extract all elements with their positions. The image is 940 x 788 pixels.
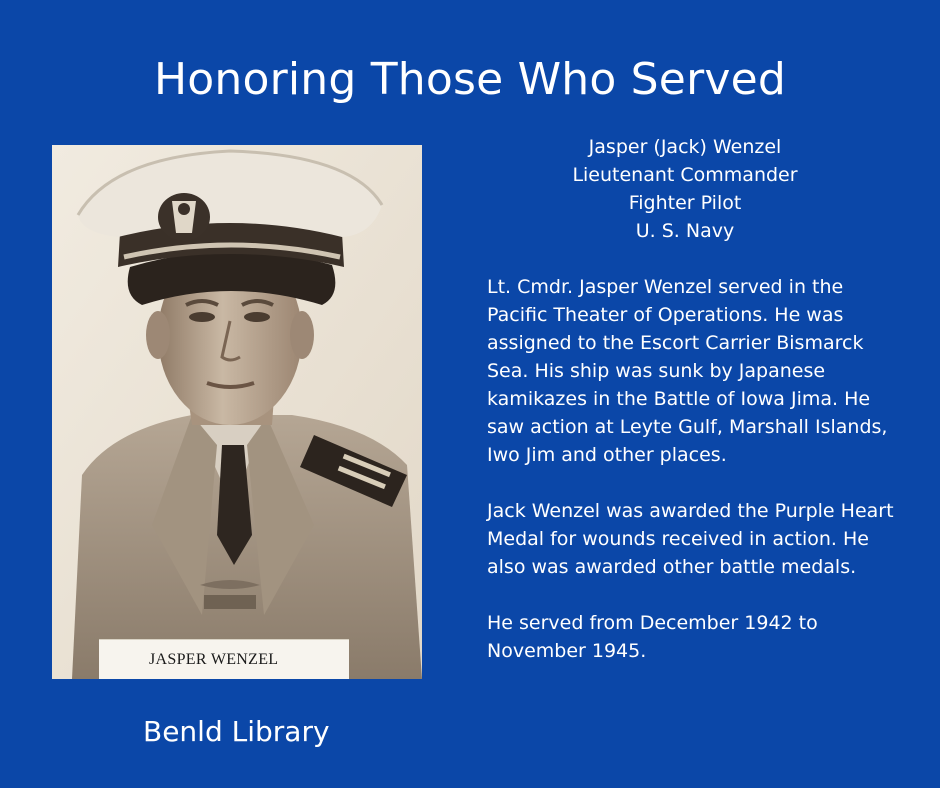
portrait-illustration [52, 145, 422, 679]
photo-caption-strip [99, 639, 349, 679]
photo-caption: JASPER WENZEL [149, 651, 279, 668]
veteran-name: Jasper (Jack) Wenzel [588, 136, 782, 158]
bio-paragraph: He served from December 1942 to November 1945. [487, 612, 818, 662]
veteran-role: Fighter Pilot [628, 192, 742, 214]
service-summary [480, 133, 890, 245]
library-name: Benld Library [143, 715, 330, 748]
veteran-rank: Lieutenant Commander [572, 164, 798, 186]
bio-paragraph: Lt. Cmdr. Jasper Wenzel served in the Pacific Theater of Operations. He was assigned to the Escort Carrier Bismarck Sea. His ship was sunk by Japanese kamikazes in the Battle of Iowa Jima. He saw action at Leyte Gulf, Marshall Islands, Iwo Jim and other places. [487, 276, 888, 466]
biography [487, 273, 897, 665]
page-title: Honoring Those Who Served [153, 54, 787, 105]
veteran-branch: U. S. Navy [635, 220, 735, 242]
portrait-photo [52, 145, 422, 679]
bio-paragraph: Jack Wenzel was awarded the Purple Heart Medal for wounds received in action. He also was awarded other battle medals. [487, 500, 894, 578]
